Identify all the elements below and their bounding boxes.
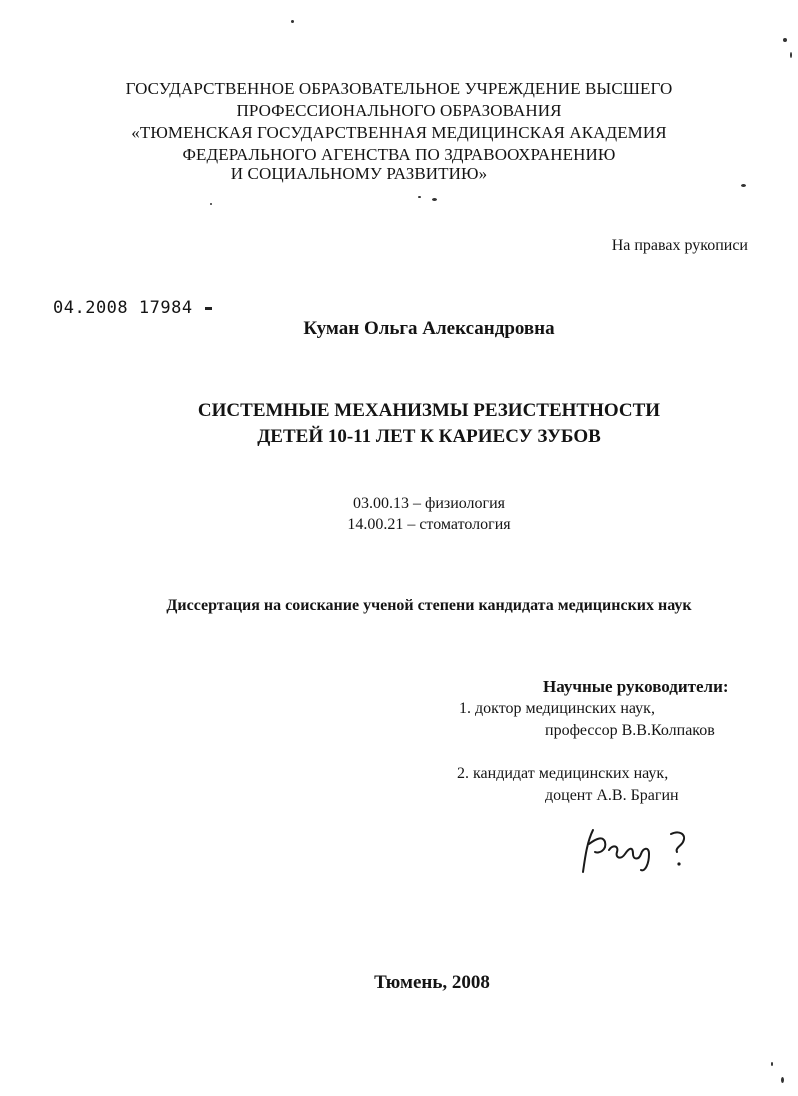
supervisors-heading: Научные руководители: bbox=[543, 677, 729, 696]
city-year: Тюмень, 2008 bbox=[374, 972, 490, 993]
scan-speck bbox=[771, 1062, 773, 1066]
manuscript-rights-note: На правах рукописи bbox=[611, 237, 748, 254]
thesis-title-line-2: ДЕТЕЙ 10-11 ЛЕТ К КАРИЕСУ ЗУБОВ bbox=[257, 426, 601, 447]
scan-speck bbox=[210, 203, 212, 205]
scan-speck bbox=[432, 198, 437, 201]
archive-stamp bbox=[53, 298, 212, 318]
scan-speck bbox=[783, 38, 787, 42]
archive-stamp-number: 04.2008 17984 bbox=[53, 298, 193, 318]
author-name: Куман Ольга Александровна bbox=[303, 318, 555, 339]
stamp-mark-icon bbox=[205, 307, 212, 310]
institution-line-5: И СОЦИАЛЬНОМУ РАЗВИТИЮ» bbox=[230, 164, 488, 183]
scan-speck bbox=[790, 52, 792, 58]
institution-line-2: ПРОФЕССИОНАЛЬНОГО ОБРАЗОВАНИЯ bbox=[236, 101, 562, 120]
supervisor-2-title: 2. кандидат медицинских наук, bbox=[457, 765, 669, 782]
institution-line-1: ГОСУДАРСТВЕННОЕ ОБРАЗОВАТЕЛЬНОЕ УЧРЕЖДЕНИЕ ВЫСШЕГО bbox=[125, 79, 673, 98]
scan-speck bbox=[781, 1077, 784, 1083]
specialty-code-1: 03.00.13 – физиология bbox=[352, 495, 506, 512]
supervisor-1-name: профессор В.В.Колпаков bbox=[545, 722, 715, 739]
handwritten-signature bbox=[575, 820, 705, 880]
scan-speck bbox=[418, 196, 421, 198]
supervisor-1-title: 1. доктор медицинских наук, bbox=[459, 700, 655, 717]
institution-line-3: «ТЮМЕНСКАЯ ГОСУДАРСТВЕННАЯ МЕДИЦИНСКАЯ АКАДЕМИЯ bbox=[131, 123, 667, 142]
institution-line-4: ФЕДЕРАЛЬНОГО АГЕНСТВА ПО ЗДРАВООХРАНЕНИЮ bbox=[182, 145, 616, 164]
specialty-code-2: 14.00.21 – стоматология bbox=[347, 516, 511, 533]
degree-statement: Диссертация на соискание ученой степени кандидата медицинских наук bbox=[166, 597, 692, 614]
scan-speck bbox=[291, 20, 294, 23]
supervisor-2-name: доцент А.В. Брагин bbox=[545, 787, 679, 804]
thesis-title-line-1: СИСТЕМНЫЕ МЕХАНИЗМЫ РЕЗИСТЕНТНОСТИ bbox=[197, 400, 661, 421]
